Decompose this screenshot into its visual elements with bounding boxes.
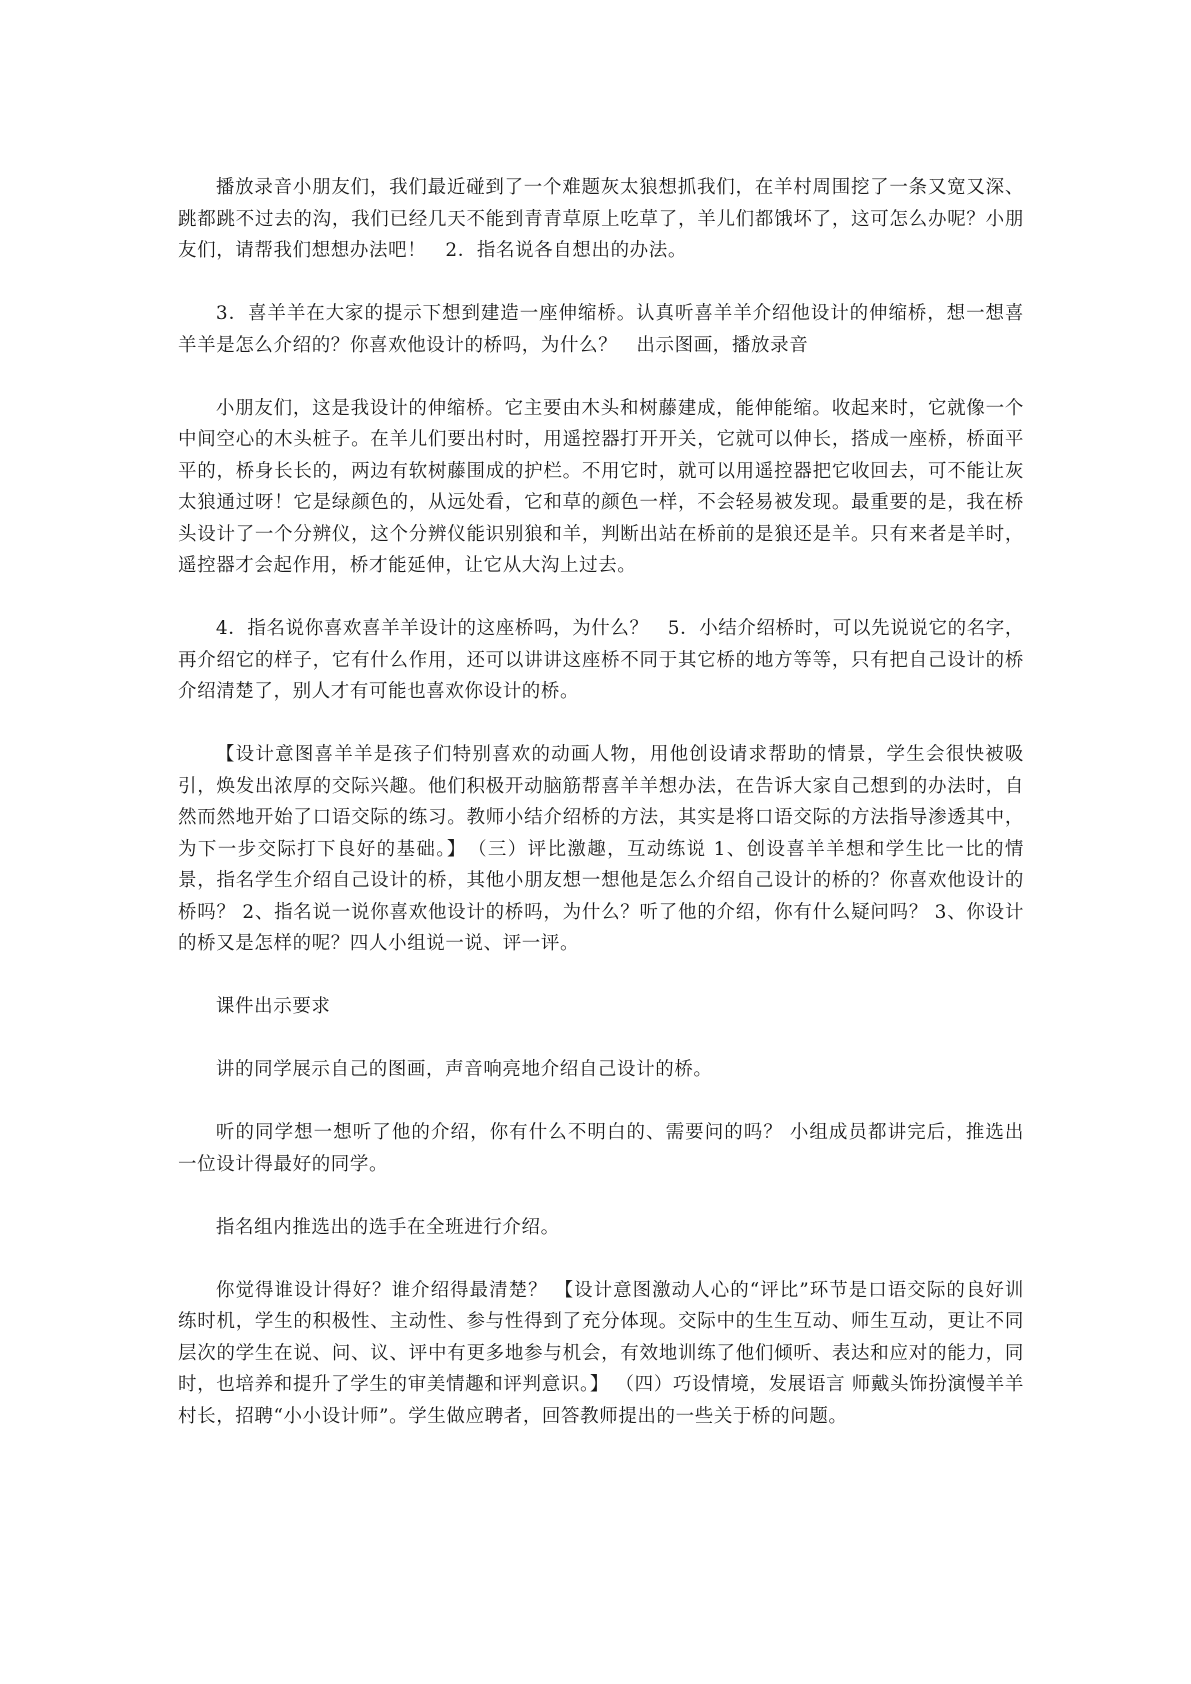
paragraph-2: 3．喜羊羊在大家的提示下想到建造一座伸缩桥。认真听喜羊羊介绍他设计的伸缩桥，想一想喜羊羊是怎么介绍的？你喜欢他设计的桥吗，为什么？ 出示图画，播放录音 xyxy=(178,303,1024,356)
paragraph-8: 听的同学想一想听了他的介绍，你有什么不明白的、需要问的吗？ 小组成员都讲完后，推选出一位设计得最好的同学。 xyxy=(178,1122,1024,1175)
paragraph-7: 讲的同学展示自己的图画，声音响亮地介绍自己设计的桥。 xyxy=(215,1059,713,1080)
paragraph-4: 4．指名说你喜欢喜羊羊设计的这座桥吗，为什么？ 5．小结介绍桥时，可以先说说它的名字，再介绍它的样子，它有什么作用，还可以讲讲这座桥不同于其它桥的地方等等，只有把自己设计的桥介绍清楚了，别人才有可能也喜欢你设计的桥。 xyxy=(178,618,1024,702)
paragraph-10: 你觉得谁设计得好？谁介绍得最清楚？ 【设计意图激动人心的“评比”环节是口语交际的良好训练时机，学生的积极性、主动性、参与性得到了充分体现。交际中的生生互动、师生互动，更让不同层次的学生在说、问、议、评中有更多地参与机会，有效地训练了他们倾听、表达和应对的能力，同时，也培养和提升了学生的审美情趣和评判意识。】 （四）巧设情境，发展语言 师戴头饰扮演慢羊羊村长，招聘“小小设计师”。学生做应聘者，回答教师提出的一些关于桥的问题。 xyxy=(178,1279,1024,1427)
paragraph-6: 课件出示要求 xyxy=(215,996,331,1017)
paragraph-5: 【设计意图喜羊羊是孩子们特别喜欢的动画人物，用他创设请求帮助的情景，学生会很快被吸引，焕发出浓厚的交际兴趣。他们积极开动脑筋帮喜羊羊想办法，在告诉大家自己想到的办法时，自然而然地开始了口语交际的练习。教师小结介绍桥的方法，其实是将口语交际的方法指导渗透其中，为下一步交际打下良好的基础。】 （三）评比激趣，互动练说 1、创设喜羊羊想和学生比一比的情景，指名学生介绍自己设计的桥，其他小朋友想一想他是怎么介绍自己设计的桥的？你喜欢他设计的桥吗？ 2、指名说一说你喜欢他设计的桥吗，为什么？听了他的介绍，你有什么疑问吗？ 3、你设计的桥又是怎样的呢？四人小组说一说、评一评。 xyxy=(178,744,1024,954)
paragraph-1: 播放录音小朋友们，我们最近碰到了一个难题灰太狼想抓我们，在羊村周围挖了一条又宽又深、跳都跳不过去的沟，我们已经几天不能到青青草原上吃草了，羊儿们都饿坏了，这可怎么办呢？小朋友们，请帮我们想想办法吧！ 2．指名说各自想出的办法。 xyxy=(178,177,1024,261)
document-page xyxy=(178,172,1024,1464)
paragraph-9: 指名组内推选出的选手在全班进行介绍。 xyxy=(215,1216,560,1238)
paragraph-3: 小朋友们，这是我设计的伸缩桥。它主要由木头和树藤建成，能伸能缩。收起来时，它就像一个中间空心的木头桩子。在羊儿们要出村时，用遥控器打开开关，它就可以伸长，搭成一座桥，桥面平平的，桥身长长的，两边有软树藤围成的护栏。不用它时，就可以用遥控器把它收回去，可不能让灰太狼通过呀！它是绿颜色的，从远处看，它和草的颜色一样，不会轻易被发现。最重要的是，我在桥头设计了一个分辨仪，这个分辨仪能识别狼和羊，判断出站在桥前的是狼还是羊。只有来者是羊时，遥控器才会起作用，桥才能延伸，让它从大沟上过去。 xyxy=(178,397,1024,576)
